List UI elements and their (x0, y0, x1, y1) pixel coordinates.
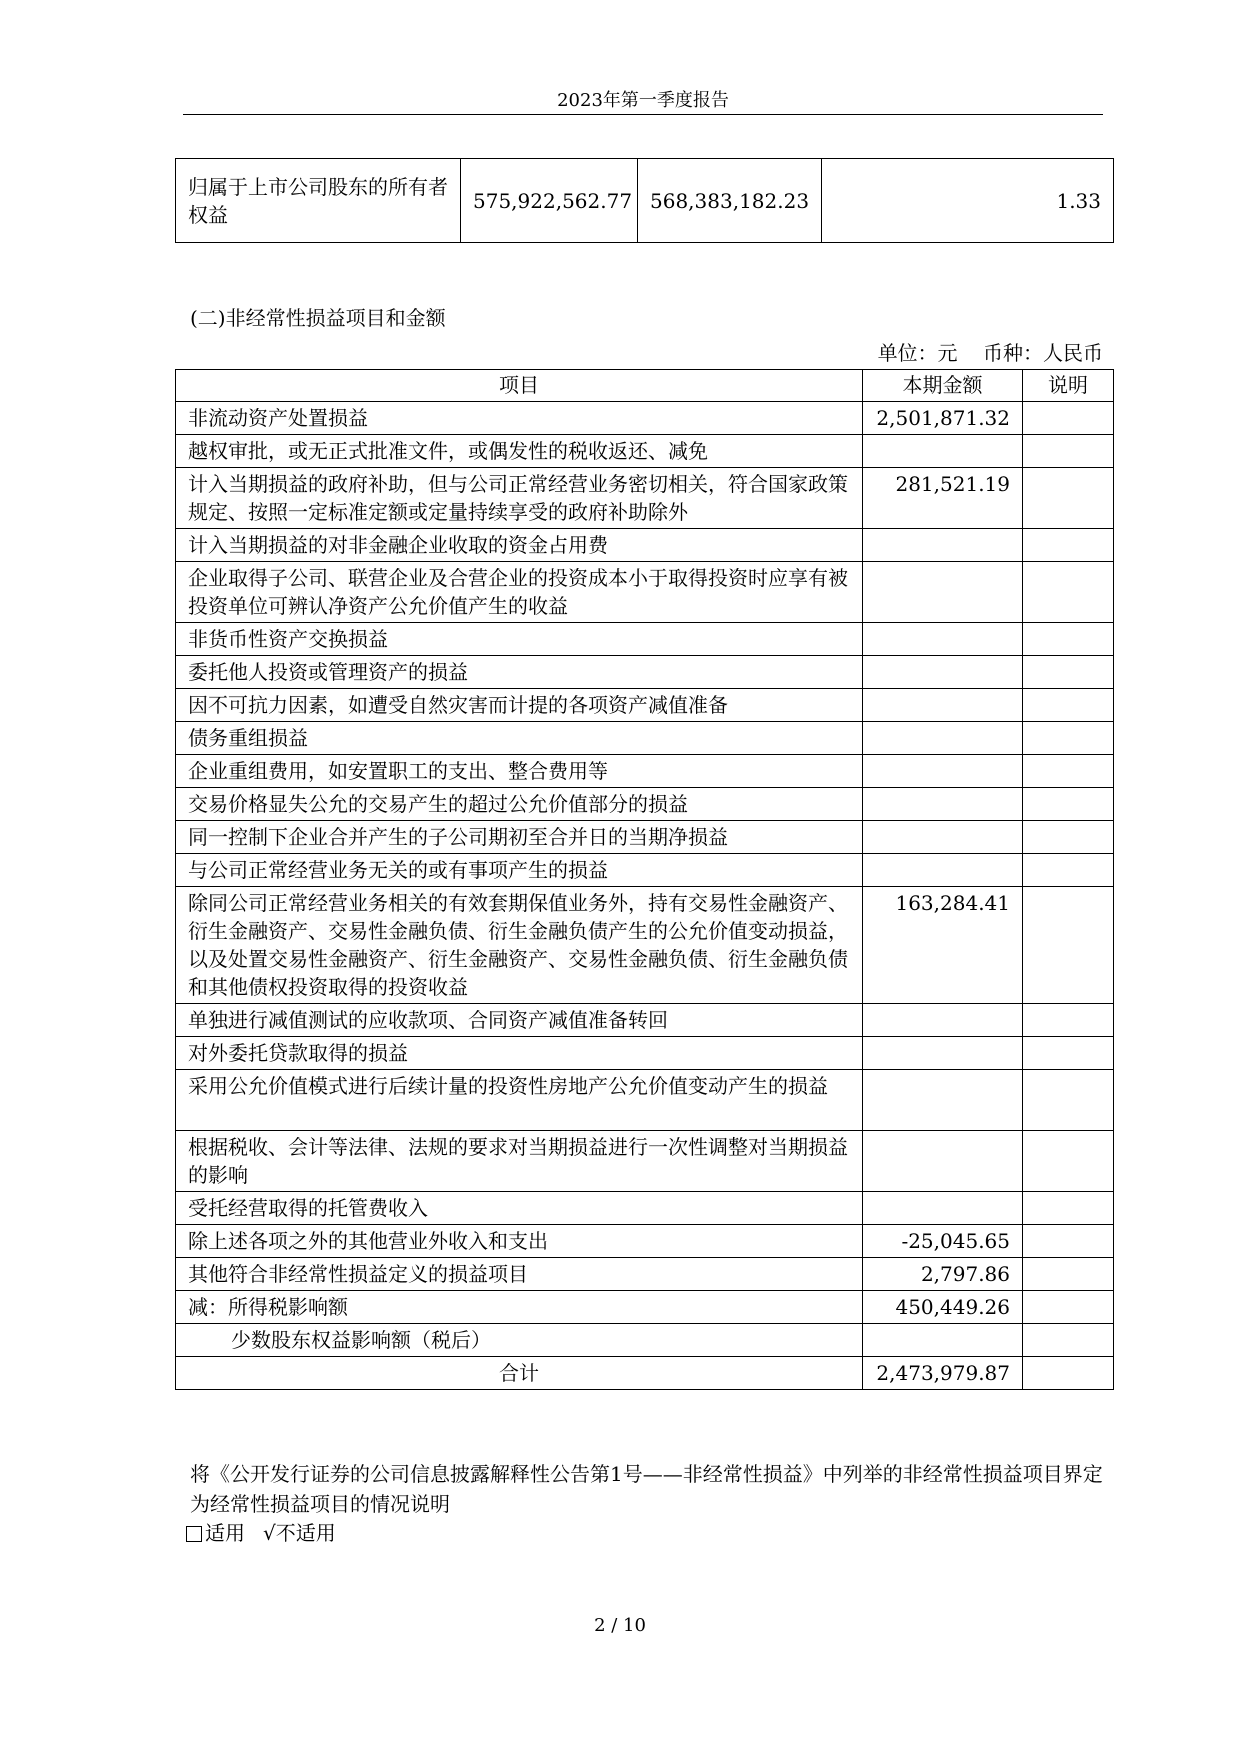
header-amount: 本期金额 (863, 370, 1023, 402)
table-row (176, 887, 1114, 1004)
table-row (176, 656, 1114, 689)
checkbox-empty-icon[interactable] (186, 1526, 202, 1542)
table-row (176, 1324, 1114, 1357)
option-applicable-label: 适用 (205, 1521, 245, 1545)
item-cell: 越权审批，或无正式批准文件，或偶发性的税收返还、减免 (176, 435, 863, 468)
header-item: 项目 (176, 370, 863, 402)
note-cell (1023, 1070, 1114, 1131)
note-cell (1023, 821, 1114, 854)
item-cell: 受托经营取得的托管费收入 (176, 1192, 863, 1225)
applicability-options (186, 1518, 336, 1548)
amount-cell (863, 1324, 1023, 1357)
table-row (176, 1225, 1114, 1258)
section-title: (二)非经常性损益项目和金额 (190, 306, 446, 330)
item-cell: 同一控制下企业合并产生的子公司期初至合并日的当期净损益 (176, 821, 863, 854)
note-cell (1023, 402, 1114, 435)
note-cell (1023, 1192, 1114, 1225)
item-cell: 单独进行减值测试的应收款项、合同资产减值准备转回 (176, 1004, 863, 1037)
item-cell: 委托他人投资或管理资产的损益 (176, 656, 863, 689)
item-cell: 企业重组费用，如安置职工的支出、整合费用等 (176, 755, 863, 788)
equity-current-value: 575,922,562.77 (461, 159, 638, 243)
note-cell (1023, 689, 1114, 722)
page-number: 2 / 10 (594, 1615, 646, 1636)
item-cell: 除同公司正常经营业务相关的有效套期保值业务外，持有交易性金融资产、衍生金融资产、交易性金融负债、衍生金融负债产生的公允价值变动损益，以及处置交易性金融资产、衍生金融资产、交易性金融负债、衍生金融负债和其他债权投资取得的投资收益 (176, 887, 863, 1004)
item-cell: 除上述各项之外的其他营业外收入和支出 (176, 1225, 863, 1258)
amount-cell (863, 755, 1023, 788)
table-row (176, 623, 1114, 656)
item-cell: 合计 (176, 1357, 863, 1390)
table-row (176, 788, 1114, 821)
note-cell (1023, 1037, 1114, 1070)
non-recurring-items-table (175, 369, 1114, 1390)
amount-cell (863, 854, 1023, 887)
equity-change-percent: 1.33 (822, 159, 1114, 243)
equity-previous-value: 568,383,182.23 (638, 159, 822, 243)
table-row (176, 821, 1114, 854)
note-cell (1023, 788, 1114, 821)
item-cell: 其他符合非经常性损益定义的损益项目 (176, 1258, 863, 1291)
table-row (176, 529, 1114, 562)
amount-cell (863, 562, 1023, 623)
table-row (176, 1004, 1114, 1037)
equity-table (175, 158, 1114, 243)
item-cell: 与公司正常经营业务无关的或有事项产生的损益 (176, 854, 863, 887)
amount-cell (863, 1037, 1023, 1070)
note-cell (1023, 435, 1114, 468)
note-cell (1023, 887, 1114, 1004)
amount-cell (863, 656, 1023, 689)
item-cell: 企业取得子公司、联营企业及合营企业的投资成本小于取得投资时应享有被投资单位可辨认净资产公允价值产生的收益 (176, 562, 863, 623)
table-row (176, 1070, 1114, 1131)
item-cell: 采用公允价值模式进行后续计量的投资性房地产公允价值变动产生的损益 (176, 1070, 863, 1131)
equity-label: 归属于上市公司股东的所有者权益 (176, 159, 461, 243)
table-row (176, 1357, 1114, 1390)
table-row (176, 1037, 1114, 1070)
report-header-title: 2023年第一季度报告 (557, 90, 729, 111)
note-cell (1023, 656, 1114, 689)
item-cell: 少数股东权益影响额（税后） (176, 1324, 863, 1357)
note-cell (1023, 854, 1114, 887)
table-row (176, 468, 1114, 529)
amount-cell (863, 1004, 1023, 1037)
note-cell (1023, 562, 1114, 623)
amount-cell (863, 623, 1023, 656)
item-cell: 计入当期损益的对非金融企业收取的资金占用费 (176, 529, 863, 562)
note-cell (1023, 722, 1114, 755)
note-cell (1023, 623, 1114, 656)
table-row (176, 1258, 1114, 1291)
amount-cell (863, 435, 1023, 468)
note-cell (1023, 529, 1114, 562)
amount-cell: 2,473,979.87 (863, 1357, 1023, 1390)
amount-cell: 163,284.41 (863, 887, 1023, 1004)
option-not-applicable-label: 不适用 (275, 1521, 336, 1545)
item-cell: 减：所得税影响额 (176, 1291, 863, 1324)
amount-cell: 281,521.19 (863, 468, 1023, 529)
item-cell: 计入当期损益的政府补助，但与公司正常经营业务密切相关，符合国家政策规定、按照一定标准定额或定量持续享受的政府补助除外 (176, 468, 863, 529)
note-cell (1023, 1258, 1114, 1291)
amount-cell (863, 821, 1023, 854)
amount-cell (863, 1070, 1023, 1131)
unit-currency-line: 单位：元 币种：人民币 (877, 341, 1103, 365)
amount-cell (863, 689, 1023, 722)
table-row (176, 1131, 1114, 1192)
table-row (176, 755, 1114, 788)
note-cell (1023, 755, 1114, 788)
amount-cell (863, 1131, 1023, 1192)
table-row (176, 722, 1114, 755)
amount-cell (863, 1192, 1023, 1225)
table-row (176, 435, 1114, 468)
item-cell: 债务重组损益 (176, 722, 863, 755)
note-cell (1023, 1004, 1114, 1037)
header-divider (183, 114, 1103, 115)
item-cell: 交易价格显失公允的交易产生的超过公允价值部分的损益 (176, 788, 863, 821)
item-cell: 根据税收、会计等法律、法规的要求对当期损益进行一次性调整对当期损益的影响 (176, 1131, 863, 1192)
amount-cell: 450,449.26 (863, 1291, 1023, 1324)
amount-cell (863, 722, 1023, 755)
table-row (176, 854, 1114, 887)
table-header-row (176, 370, 1114, 402)
table-row (176, 1291, 1114, 1324)
note-cell (1023, 468, 1114, 529)
amount-cell: 2,797.86 (863, 1258, 1023, 1291)
table-row (176, 1192, 1114, 1225)
checkmark-icon: √ (263, 1521, 276, 1545)
table-row (176, 562, 1114, 623)
note-cell (1023, 1291, 1114, 1324)
note-cell (1023, 1357, 1114, 1390)
amount-cell (863, 529, 1023, 562)
amount-cell (863, 788, 1023, 821)
table-row (176, 159, 1114, 243)
amount-cell: -25,045.65 (863, 1225, 1023, 1258)
note-cell (1023, 1225, 1114, 1258)
header-note: 说明 (1023, 370, 1114, 402)
item-cell: 非流动资产处置损益 (176, 402, 863, 435)
table-row (176, 402, 1114, 435)
footnote-text: 将《公开发行证券的公司信息披露解释性公告第1号——非经常性损益》中列举的非经常性损益项目界定为经常性损益项目的情况说明 (190, 1462, 1103, 1516)
item-cell: 非货币性资产交换损益 (176, 623, 863, 656)
amount-cell: 2,501,871.32 (863, 402, 1023, 435)
item-cell: 对外委托贷款取得的损益 (176, 1037, 863, 1070)
note-cell (1023, 1131, 1114, 1192)
item-cell: 因不可抗力因素，如遭受自然灾害而计提的各项资产减值准备 (176, 689, 863, 722)
note-cell (1023, 1324, 1114, 1357)
table-row (176, 689, 1114, 722)
